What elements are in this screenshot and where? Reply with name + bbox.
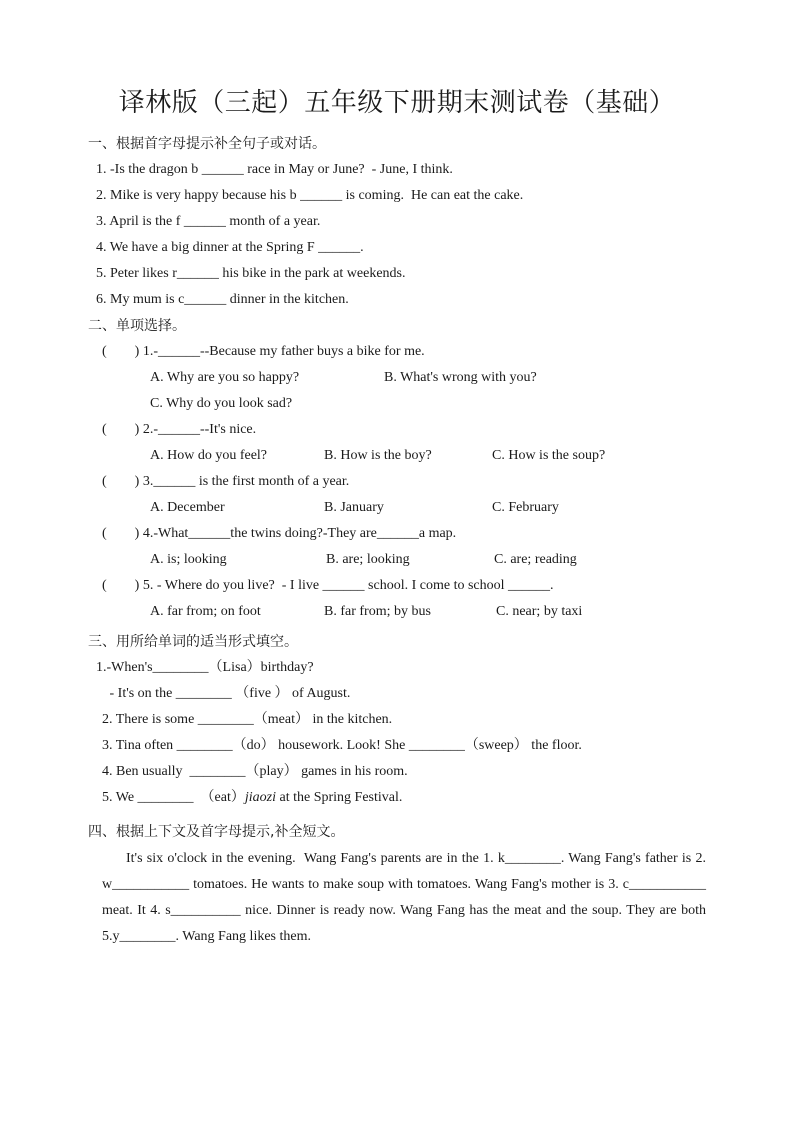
s2-question-1: ( ) 1.-______--Because my father buys a bike for me. xyxy=(102,344,425,359)
s1-item-4: 4. We have a big dinner at the Spring F ______. xyxy=(96,240,364,255)
s2-q3-option-a: A. December xyxy=(150,500,225,515)
s2-q4-option-a: A. is; looking xyxy=(150,552,227,567)
s2-q4-option-c: C. are; reading xyxy=(494,552,577,567)
s2-q1-option-b: B. What's wrong with you? xyxy=(384,370,537,385)
s3-item-5-start: 5. We ________ （eat） xyxy=(102,790,245,805)
s1-item-6: 6. My mum is c______ dinner in the kitchen. xyxy=(96,292,349,307)
section-3-heading: 三、用所给单词的适当形式填空。 xyxy=(88,634,298,650)
s3-item-2: 2. There is some ________（meat） in the kitchen. xyxy=(102,712,393,727)
s2-q2-option-c: C. How is the soup? xyxy=(492,448,606,463)
s4-passage xyxy=(102,846,710,950)
s3-item-5-end: at the Spring Festival. xyxy=(276,790,403,805)
s2-q5-option-c: C. near; by taxi xyxy=(496,604,583,619)
s2-question-4: ( ) 4.-What______the twins doing?-They are______a map. xyxy=(102,526,457,541)
s2-q3-option-c: C. February xyxy=(492,500,559,515)
s2-q5-option-a: A. far from; on foot xyxy=(150,604,261,619)
s3-item-5 xyxy=(102,788,402,808)
s2-q2-option-b: B. How is the boy? xyxy=(324,448,432,463)
s2-q2-option-a: A. How do you feel? xyxy=(150,448,268,463)
s1-item-3: 3. April is the f ______ month of a year. xyxy=(96,214,321,229)
s1-item-2: 2. Mike is very happy because his b ______ is coming. He can eat the cake. xyxy=(96,188,524,203)
s3-item-3: 3. Tina often ________（do） housework. Look! She ________（sweep） the floor. xyxy=(102,738,582,753)
s2-q3-option-b: B. January xyxy=(324,500,384,515)
s2-q5-option-b: B. far from; by bus xyxy=(324,604,431,619)
s3-item-5-italic: jiaozi xyxy=(244,790,276,805)
s2-question-3: ( ) 3.______ is the first month of a year. xyxy=(102,474,350,489)
s4-passage-text: It's six o'clock in the evening. Wang Fang's parents are in the 1. k________. Wang Fang's father is 2. w___________ tomatoes. He wants to make soup with tomatoes. Wang Fang's mother is 3. c___________ meat. It 4. s__________ nice. Dinner is ready now. Wang Fang has the meat and the soup. They are both 5.y________. Wang Fang likes them. xyxy=(102,851,710,944)
s2-q1-option-a: A. Why are you so happy? xyxy=(150,370,300,385)
s2-question-5: ( ) 5. - Where do you live? - I live ______ school. I come to school ______. xyxy=(102,578,554,593)
section-1-heading: 一、根据首字母提示补全句子或对话。 xyxy=(88,136,326,152)
section-2-heading: 二、单项选择。 xyxy=(88,318,186,334)
section-4-heading: 四、根据上下文及首字母提示,补全短文。 xyxy=(88,824,345,840)
page-title: 译林版（三起）五年级下册期末测试卷（基础） xyxy=(118,88,676,118)
s3-item-1: 1.-When's________（Lisa）birthday? xyxy=(96,660,314,675)
s2-q4-option-b: B. are; looking xyxy=(326,552,410,567)
s1-item-5: 5. Peter likes r______ his bike in the park at weekends. xyxy=(96,266,406,281)
s2-question-2: ( ) 2.-______--It's nice. xyxy=(102,422,257,437)
s2-q1-option-c: C. Why do you look sad? xyxy=(150,396,293,411)
s3-item-1-answer: - It's on the ________ （five ） of August. xyxy=(106,686,351,701)
s3-item-4: 4. Ben usually ________（play） games in his room. xyxy=(102,764,408,779)
s1-item-1: 1. -Is the dragon b ______ race in May or June? - June, I think. xyxy=(96,162,453,177)
